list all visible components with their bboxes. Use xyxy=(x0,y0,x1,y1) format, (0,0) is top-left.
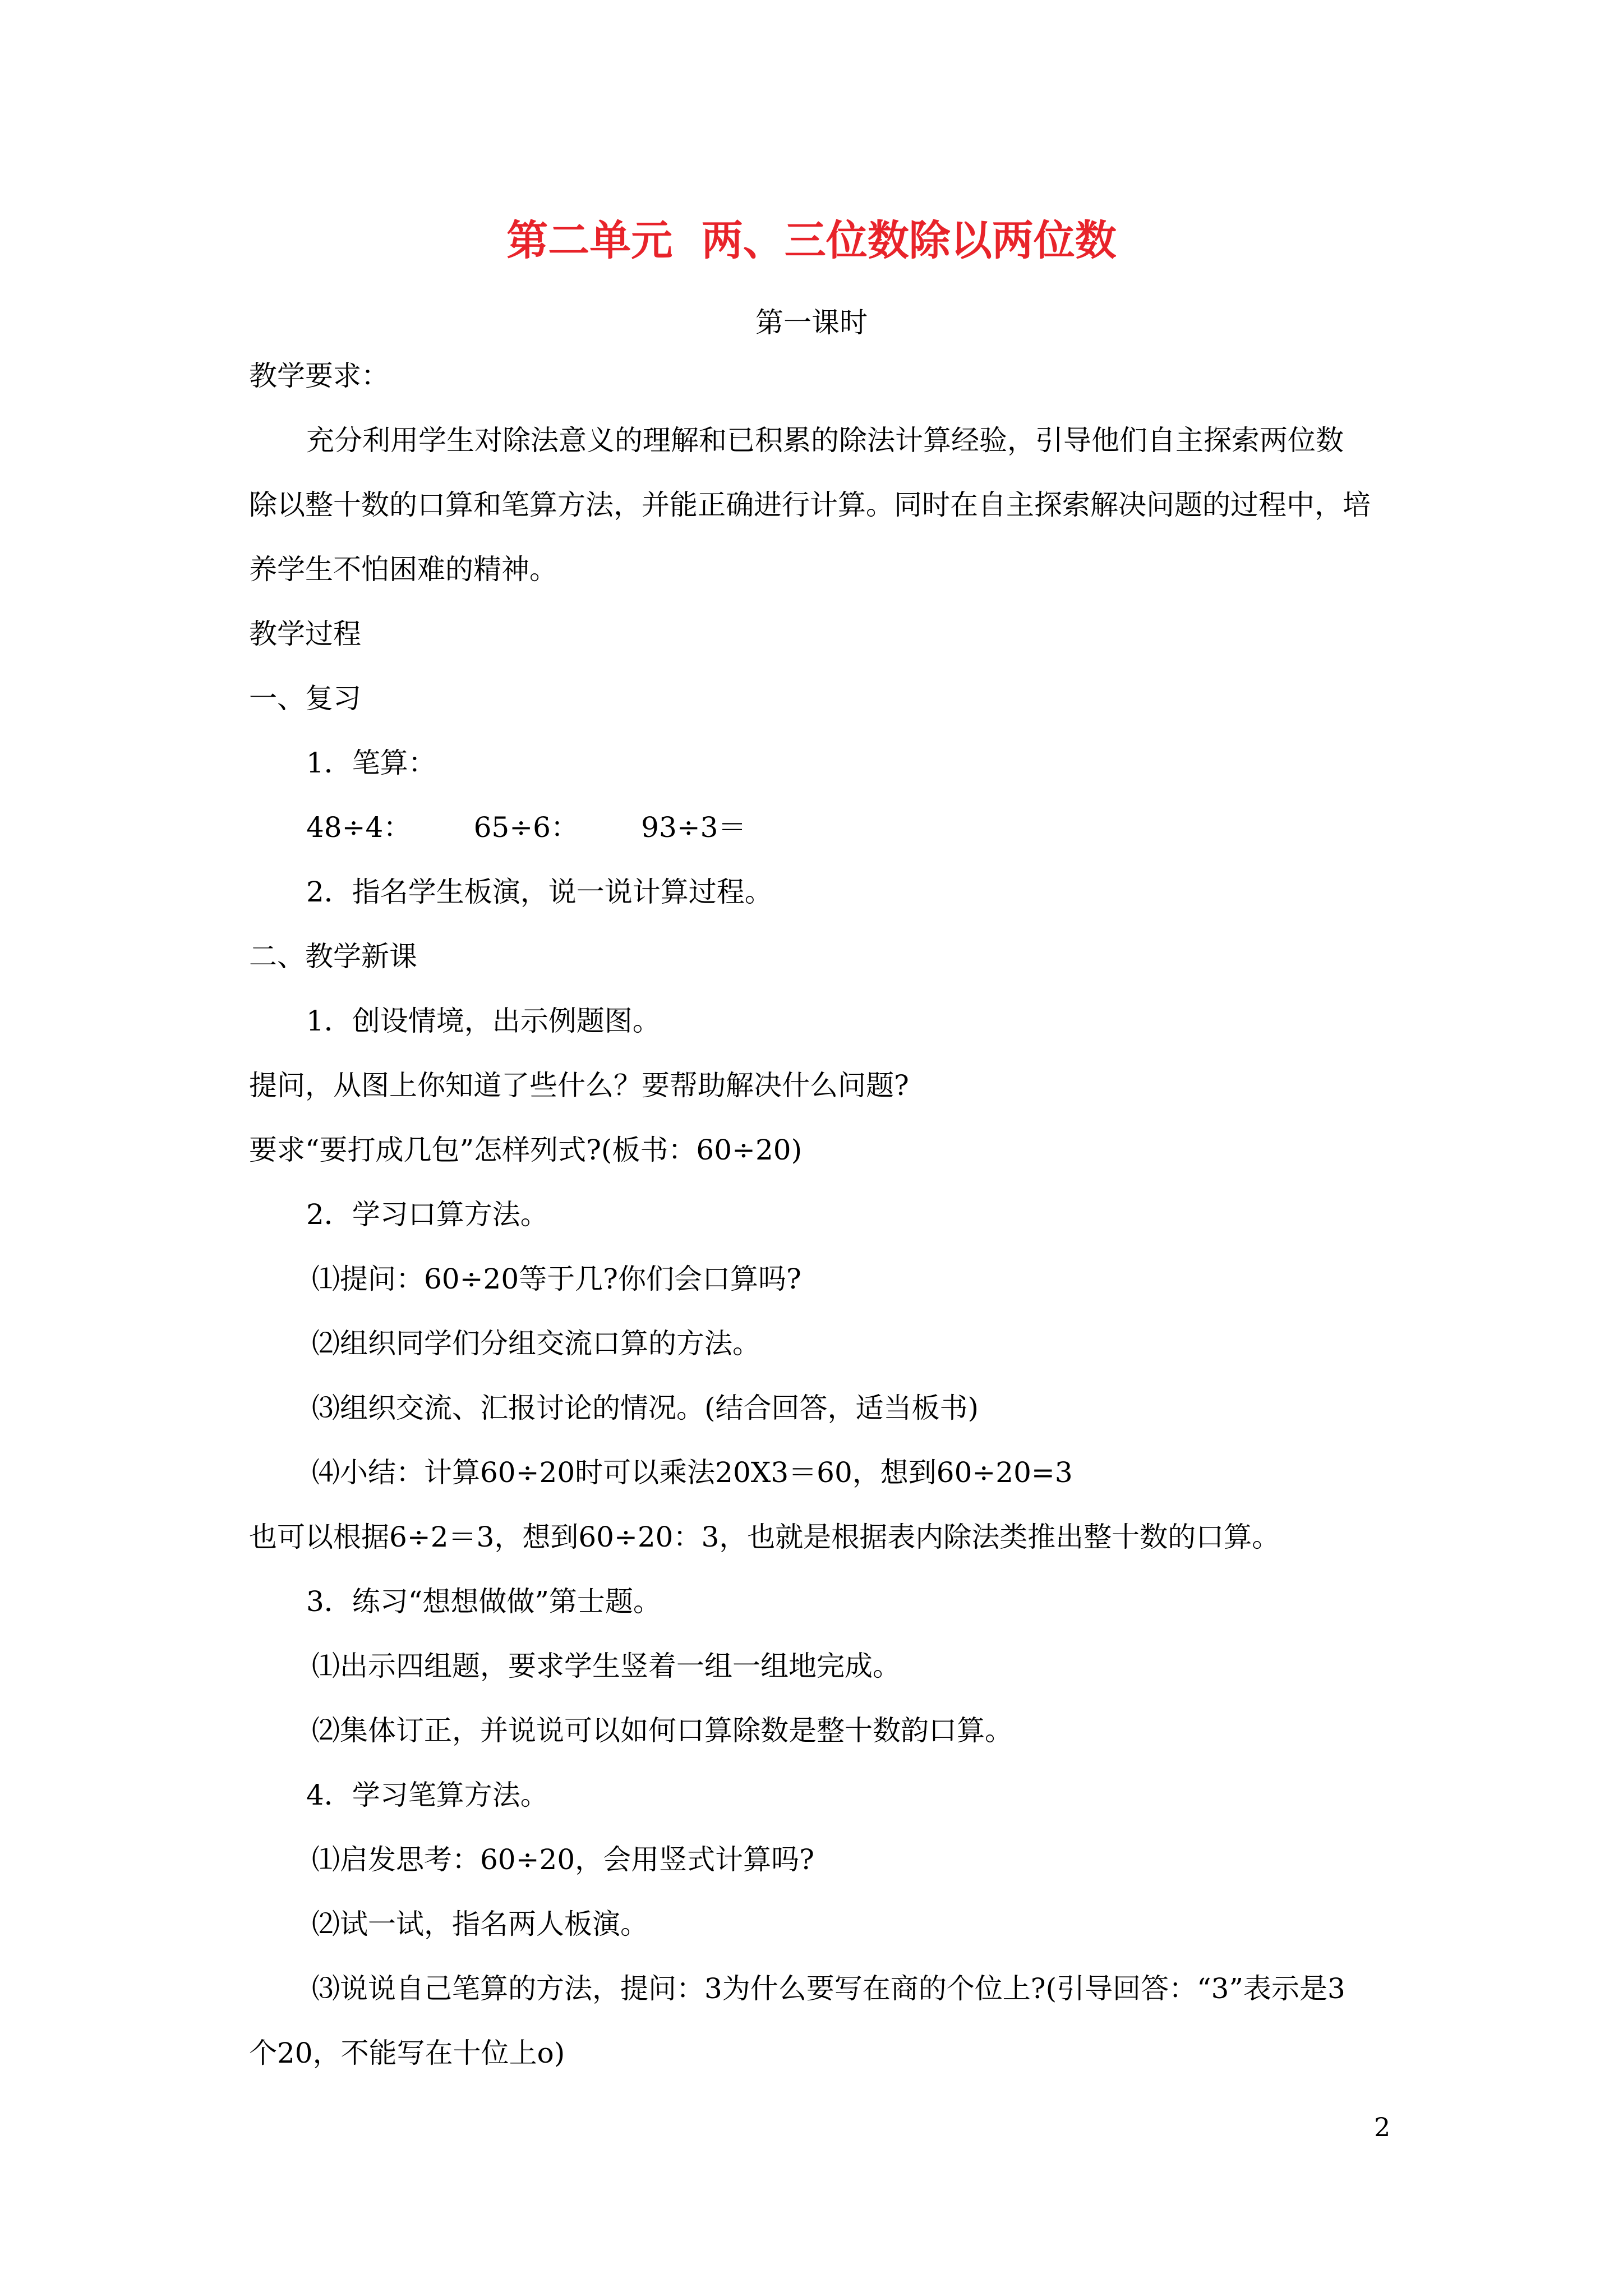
text-line: ⑴启发思考：60÷20，会用竖式计算吗? xyxy=(312,1843,814,1876)
text-line: ⑴提问：60÷20等于几?你们会口算吗? xyxy=(312,1263,801,1295)
text-line: ⑵试一试，指名两人板演。 xyxy=(312,1908,648,1940)
text-line: 养学生不怕困难的精神。 xyxy=(249,553,557,586)
text-line: 充分利用学生对除法意义的理解和已积累的除法计算经验，引导他们自主探索两位数 xyxy=(306,424,1344,457)
text-line: 个20，不能写在十位上o) xyxy=(249,2037,565,2069)
text-line: 教学要求： xyxy=(249,360,389,392)
text-line: 也可以根据6÷2＝3，想到60÷20：3，也就是根据表内除法类推出整十数的口算。 xyxy=(249,1521,1280,1553)
text-line: 4．学习笔算方法。 xyxy=(306,1779,548,1811)
text-line: ⑵组织同学们分组交流口算的方法。 xyxy=(312,1327,760,1360)
text-line: 提问，从图上你知道了些什么？要帮助解决什么问题? xyxy=(249,1069,909,1102)
page-title: 第二单元 两、三位数除以两位数 xyxy=(506,217,1117,265)
text-line: 教学过程 xyxy=(249,618,361,650)
text-line: 2．指名学生板演，说一说计算过程。 xyxy=(306,876,773,908)
page-number: 2 xyxy=(1374,2112,1391,2142)
text-line: 要求“要打成几包”怎样列式?(板书：60÷20) xyxy=(249,1134,803,1166)
text-line: 48÷4： 65÷6： 93÷3＝ xyxy=(306,811,746,844)
text-line: ⑷小结：计算60÷20时可以乘法20X3＝60，想到60÷20=3 xyxy=(312,1456,1073,1489)
text-line: 一、复习 xyxy=(249,682,361,715)
lesson-subtitle: 第一课时 xyxy=(755,306,868,339)
text-line: 1．笔算： xyxy=(306,747,436,779)
text-line: ⑴出示四组题，要求学生竖着一组一组地完成。 xyxy=(312,1650,901,1682)
text-line: 二、教学新课 xyxy=(249,940,417,973)
text-line: 2．学习口算方法。 xyxy=(306,1198,548,1231)
text-line: 除以整十数的口算和笔算方法，并能正确进行计算。同时在自主探索解决问题的过程中，培 xyxy=(249,489,1371,521)
text-line: ⑶说说自己笔算的方法，提问：3为什么要写在商的个位上?(引导回答：“3”表示是3 xyxy=(312,1972,1345,2005)
text-line: 3．练习“想想做做”第士题。 xyxy=(306,1585,661,1618)
text-line: 1．创设情境，出示例题图。 xyxy=(306,1005,661,1037)
text-line: ⑵集体订正，并说说可以如何口算除数是整十数韵口算。 xyxy=(312,1714,1013,1747)
text-line: ⑶组织交流、汇报讨论的情况。(结合回答，适当板书) xyxy=(312,1392,979,1424)
